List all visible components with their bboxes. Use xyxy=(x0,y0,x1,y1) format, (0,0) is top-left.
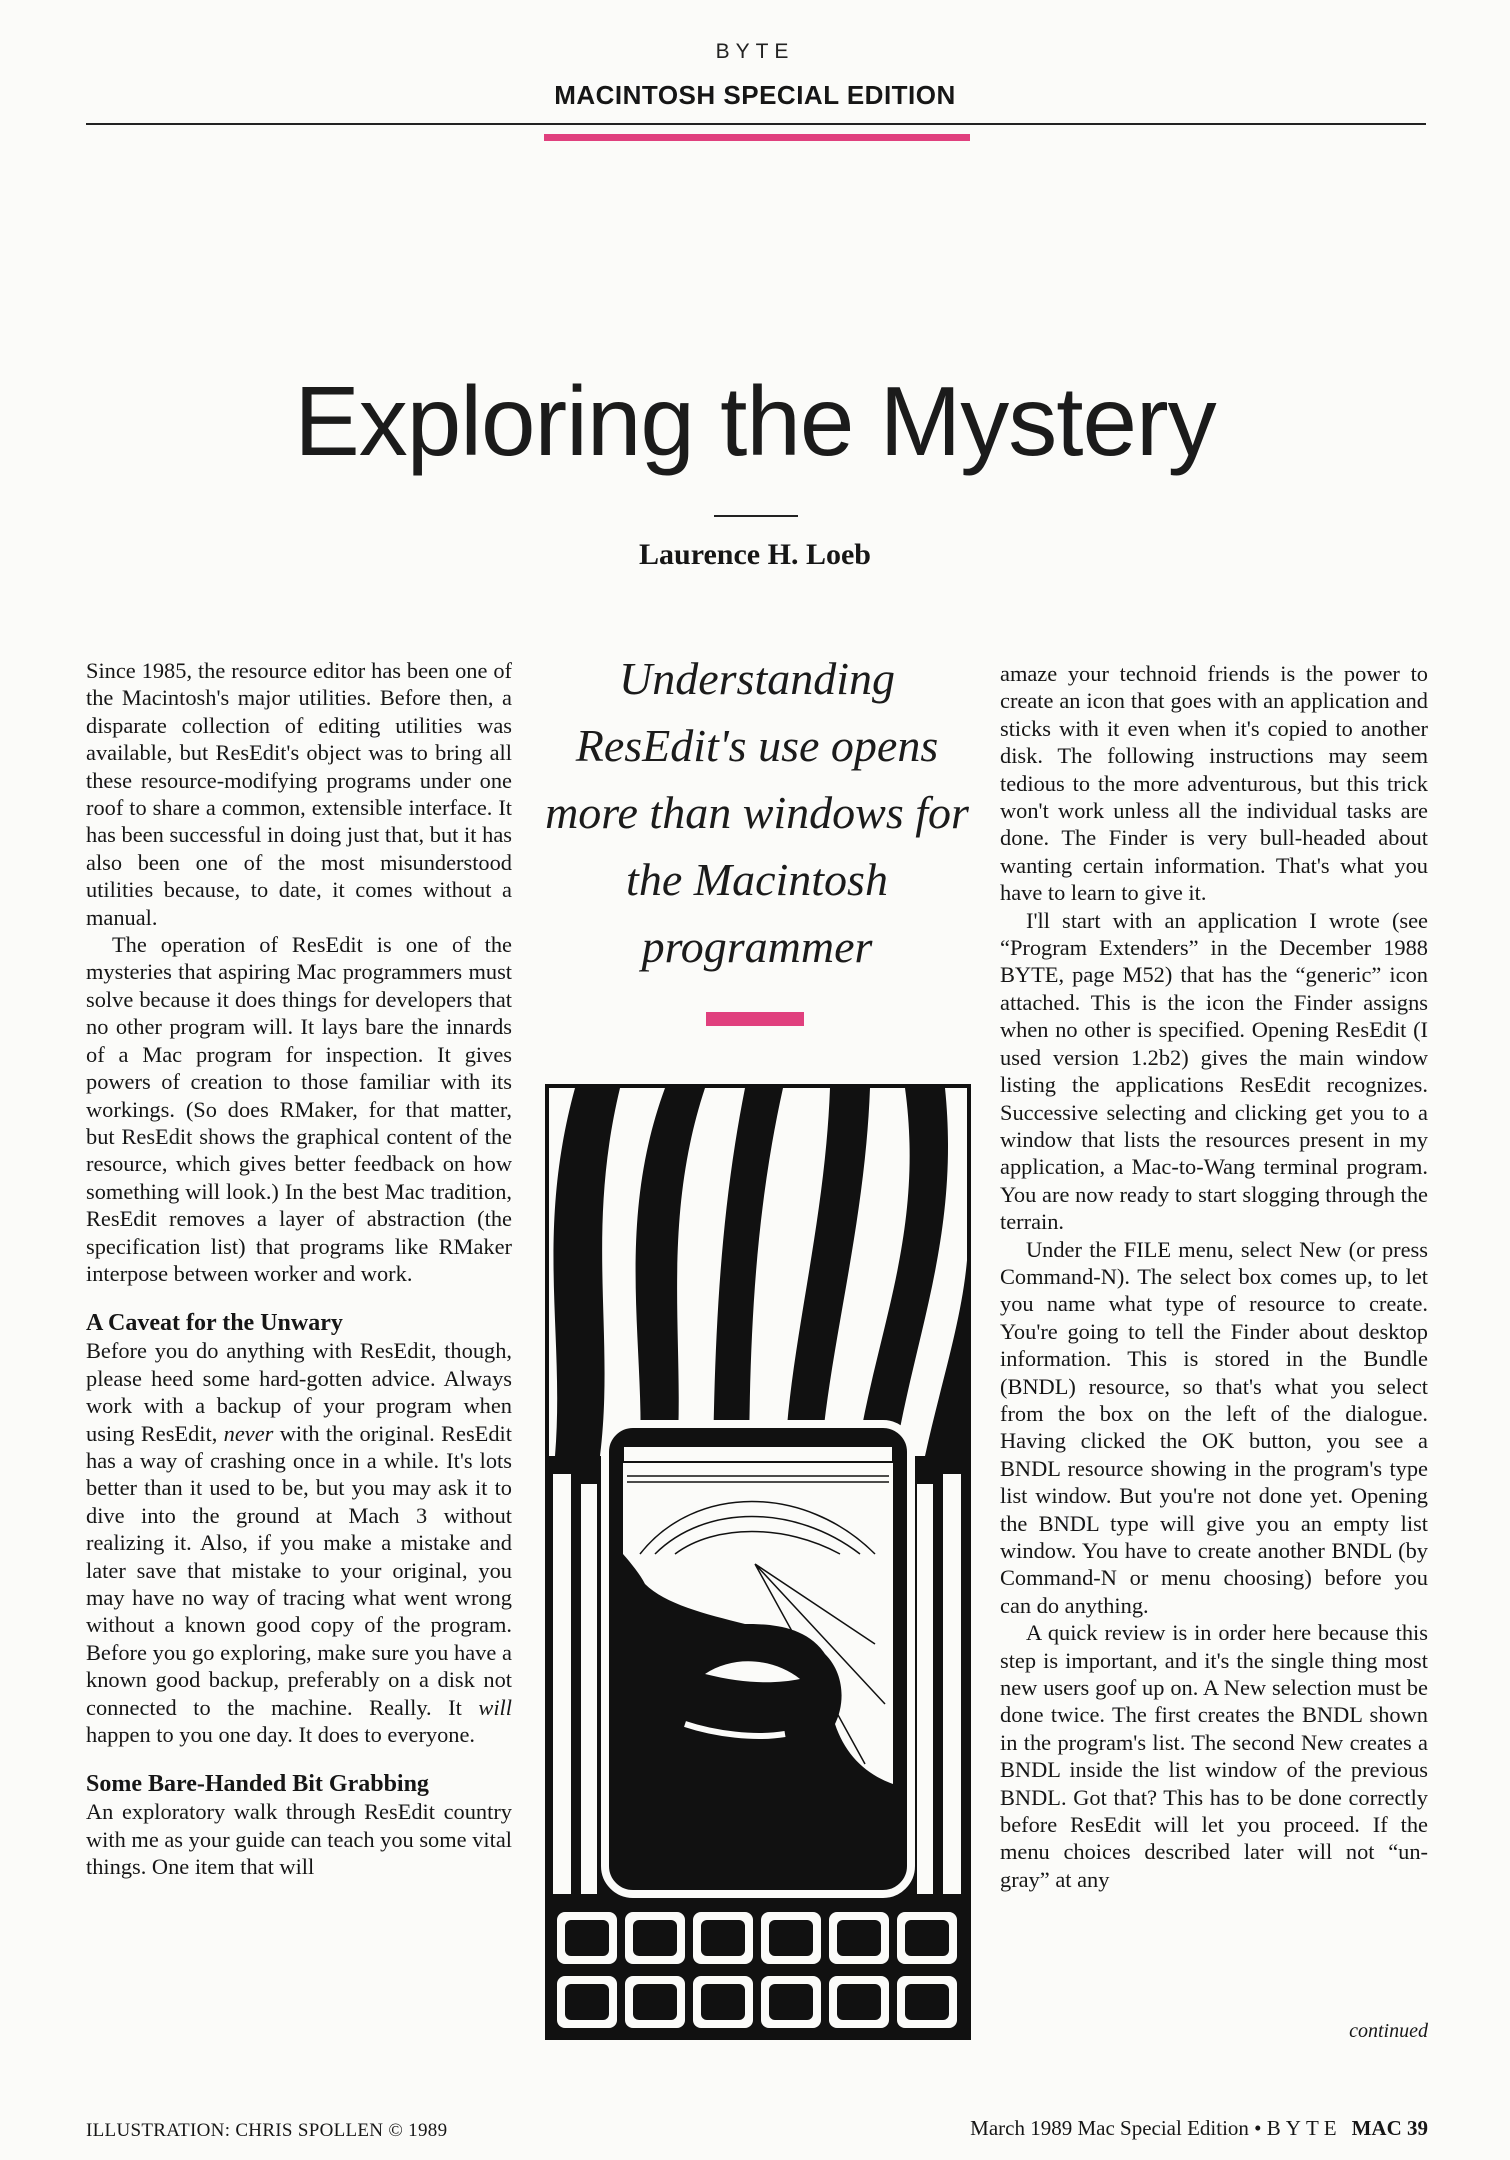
paragraph: Since 1985, the resource editor has been one of the Macintosh's major utilities. Before then, a disparate collection of editing utilities was available, but ResEdit's object was to bring all these resource-modifying programs under one roof to share a common, extensible interface. It has been successful in doing just that, but it has also been one of the most misunderstood utilities because, to date, it comes without a manual. xyxy=(86,658,512,930)
byline-rule xyxy=(714,515,798,517)
subheading: Some Bare-Handed Bit Grabbing xyxy=(86,1771,429,1798)
article-column-1 xyxy=(86,657,512,1881)
text-run: happen to you one day. It does to everyone. xyxy=(86,1722,476,1748)
author-byline: Laurence H. Loeb xyxy=(639,538,871,571)
section-title: MACINTOSH SPECIAL EDITION xyxy=(554,80,956,110)
continued-marker: continued xyxy=(1349,2020,1428,2042)
magazine-name-footer: BYTE xyxy=(1266,2116,1342,2140)
sunburst-stripes xyxy=(549,1088,968,1456)
page-folio xyxy=(820,2116,1428,2141)
subheading: A Caveat for the Unwary xyxy=(86,1310,343,1337)
paragraph: The operation of ResEdit is one of the mysteries that aspiring Mac programmers must solve because it does things for developers that no other program will. It lays bare the innards of a Mac program for inspection. It gives powers of creation to those familiar with its workings. (So does RMaker, for that matter, but ResEdit shows the graphical content of the resource, which gives better feedback on how something will look.) In the best Mac tradition, ResEdit removes a layer of abstraction (the specification list) that programs like RMaker interpose between worker and work. xyxy=(86,932,512,1286)
paragraph: amaze your technoid friends is the power to create an icon that goes with an application and sticks with it even when it's copied to another disk. The following instructions may seem tedious to the more adventurous, but this trick won't work unless all the individual tasks are done. The Finder is very bull-headed about wanting certain information. That's what you have to learn to give it. xyxy=(1000,661,1428,906)
accent-rule xyxy=(544,134,970,141)
paragraph: I'll start with an application I wrote (see “Program Extenders” in the December 1988 BYTE, page M52) that has the “generic” icon attached. This is the icon the Finder assigns when no other is specified. Opening ResEdit (I used version 1.2b2) gives the main window listing the applications ResEdit recognizes. Successive selecting and clicking get you to a window that lists the resources present in my application, a Mac-to-Wang terminal program. You are now ready to start slogging through the terrain. xyxy=(1000,907,1428,1235)
issue-label: March 1989 Mac Special Edition • xyxy=(970,2116,1267,2140)
article-deck: Understanding ResEdit's use opens more than windows for the Macintosh programmer xyxy=(545,653,969,972)
page-number: MAC 39 xyxy=(1351,2116,1428,2140)
header-rule xyxy=(86,123,1426,125)
paragraph: Under the FILE menu, select New (or press Command-N). The select box comes up, to let you name what type of resource to create. You're going to tell the Finder about desktop information. This is stored in the Bundle (BNDL) resource, so that's what you select from the box on the left of the dialogue. Having clicked the OK button, you see a BNDL resource showing in the program's type list window. But you're not done yet. Opening the BNDL type will give you an empty list window. You have to create another BNDL (by Command-N or menu choosing) before you can do anything. xyxy=(1000,1236,1428,1618)
illustration xyxy=(545,1084,971,2040)
paragraph xyxy=(86,1337,512,1748)
emphasis-will: will xyxy=(478,1694,512,1720)
article-column-3 xyxy=(1000,660,1428,1893)
text-run: with the original. ResEdit has a way of crashing once in a while. It's lots better than it used to be, but you may ask it to dive into the ground at Mach 3 without realizing it. Also, if you make a mistake and later save that mistake to your original, you may have no way of tracing what went wrong without a known good copy of the program. Before you go exploring, make sure you have a known good backup, preferably on a disk not connected to the machine. Really. It xyxy=(86,1420,512,1720)
emphasis-never: never xyxy=(223,1420,274,1446)
magazine-name: BYTE xyxy=(715,40,795,63)
illustration-credit: ILLUSTRATION: CHRIS SPOLLEN © 1989 xyxy=(86,2120,448,2141)
paragraph: A quick review is in order here because this step is important, and it's the single thing most new users goof up on. A New selection must be done twice. The first creates the BNDL shown in the program's list. The second New creates a BNDL inside the list window of the previous BNDL. Got that? This has to be done correctly before ResEdit will let you proceed. If the menu choices described later will not “un-gray” at any xyxy=(1000,1620,1428,1892)
article-title: Exploring the Mystery xyxy=(294,366,1216,476)
text-run: Before you do anything with ResEdit, though, please heed some hard-gotten advice. Always work with a backup of your program when using ResEdit, xyxy=(86,1338,512,1446)
deck-accent-mark xyxy=(706,1012,804,1026)
paragraph: An exploratory walk through ResEdit country with me as your guide can teach you some vital things. One item that will xyxy=(86,1799,512,1880)
